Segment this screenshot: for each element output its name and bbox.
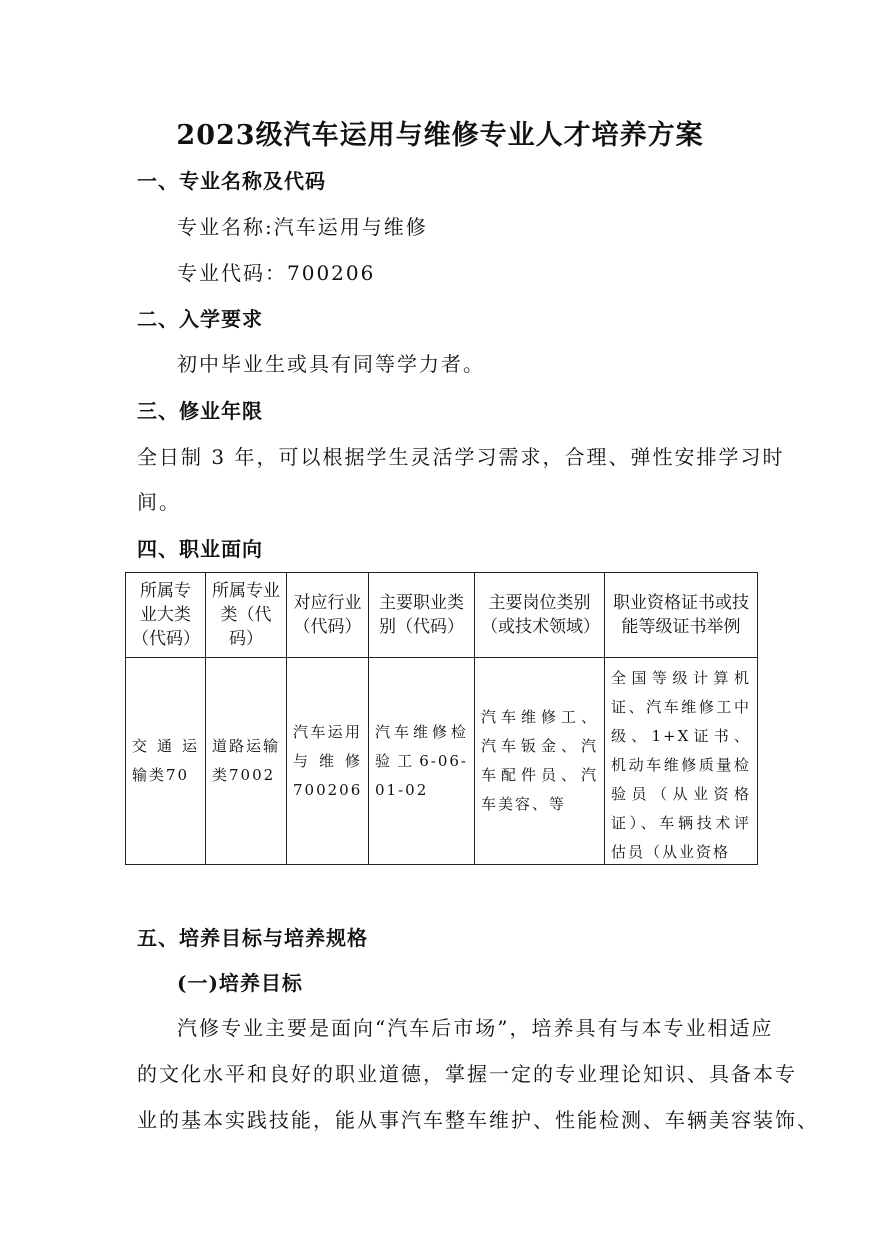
admission-text: 初中毕业生或具有同等学力者。 bbox=[177, 352, 485, 376]
table-header-cell: 所属专业类（代码） bbox=[206, 573, 287, 658]
section-heading-career: 四、职业面向 bbox=[137, 537, 263, 561]
career-table bbox=[125, 572, 758, 865]
section-heading-objectives: 五、培养目标与培养规格 bbox=[137, 926, 368, 950]
section-heading-major-name: 一、专业名称及代码 bbox=[137, 169, 326, 193]
objectives-line-3: 业的基本实践技能，能从事汽车整车维护、性能检测、车辆美容装饰、 bbox=[137, 1108, 819, 1132]
section-heading-admission: 二、入学要求 bbox=[137, 307, 263, 331]
sub-heading-objectives: (一)培养目标 bbox=[177, 971, 303, 995]
table-header-cell: 对应行业（代码） bbox=[287, 573, 369, 658]
table-header-cell: 所属专业大类（代码） bbox=[126, 573, 206, 658]
major-code-line: 专业代码：700206 bbox=[177, 261, 376, 285]
table-header-cell: 职业资格证书或技能等级证书举例 bbox=[605, 573, 758, 658]
table-cell: 汽车运用与维修700206 bbox=[287, 658, 369, 865]
major-name-line: 专业名称:汽车运用与维修 bbox=[177, 215, 428, 239]
section-heading-duration: 三、修业年限 bbox=[137, 399, 263, 423]
objectives-line-1: 汽修专业主要是面向“汽车后市场”，培养具有与本专业相适应 bbox=[177, 1016, 774, 1040]
table-cell: 道路运输类7002 bbox=[206, 658, 287, 865]
table-header-row bbox=[126, 573, 758, 658]
duration-text-line-1: 全日制 3 年，可以根据学生灵活学习需求，合理、弹性安排学习时 bbox=[137, 445, 785, 469]
page-title: 2023级汽车运用与维修专业人才培养方案 bbox=[176, 120, 704, 151]
table-header-cell: 主要职业类别（代码） bbox=[369, 573, 475, 658]
table-row bbox=[126, 658, 758, 865]
table-cell-certificates bbox=[605, 658, 758, 865]
certificates-text: 全国等级计算机证、汽车维修工中级、1+X证书、机动车维修质量检验员（从业资格证）、车辆技术评估员（从业资格 bbox=[611, 669, 751, 861]
objectives-line-2: 的文化水平和良好的职业道德，掌握一定的专业理论知识、具备本专 bbox=[137, 1062, 797, 1086]
table-cell: 交通运输类70 bbox=[126, 658, 206, 865]
table-header-cell: 主要岗位类别（或技术领域） bbox=[475, 573, 605, 658]
table-cell: 汽车维修检验工6-06-01-02 bbox=[369, 658, 475, 865]
duration-text-line-2: 间。 bbox=[137, 490, 181, 514]
table-cell: 汽车维修工、汽车钣金、汽车配件员、汽车美容、等 bbox=[475, 658, 605, 865]
